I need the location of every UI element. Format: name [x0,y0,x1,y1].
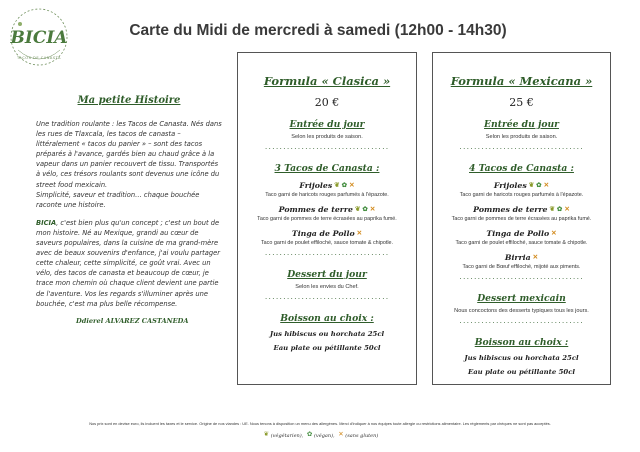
logo-wordmark: BICIA [10,28,68,48]
divider: ·································· [264,294,390,303]
gluten-free-icon: ✕ [338,430,344,438]
gluten-free-icon: ✕ [564,205,570,213]
entree-note: Selon les produits de saison. [291,134,363,140]
entree-note: Selon les produits de saison. [485,134,558,140]
gluten-free-icon: ✕ [532,253,539,261]
drink-item: Eau plate ou pétillante 50cl [467,368,576,376]
dish-description: Taco garni de haricots rouges parfumés à l'épazote. [459,192,584,198]
entree-title: Entrée du jour [484,119,559,130]
vegan-icon: ✿ [306,430,313,438]
formula-title: Formula « Mexicana » [450,74,593,88]
vegetarian-icon: ❦ [263,430,270,438]
dish-description: Taco garni de Bœuf effiloché, mijoté aux piments. [462,264,581,270]
dish-description: Taco garni de poulet effiloché, sauce tomate & chipotle. [260,240,394,246]
divider: ·································· [459,318,584,327]
vegan-icon: ✿ [362,205,368,213]
dish-name: Frijoles ❦ ✿ ✕ [493,181,550,190]
dish-description: Taco garni de pommes de terre écrasées au paprika fumé. [257,216,397,222]
vegan-icon: ✿ [536,181,542,189]
formula-price: 25 € [509,96,534,109]
legend-vegan: (végan), [313,433,335,439]
dish-name: Birria ✕ [504,253,539,262]
divider: ·································· [264,144,390,153]
formula-price: 20 € [314,96,340,109]
divider: ·································· [459,144,584,153]
story-signature: Ddierel ALVAREZ CASTANEDA [76,316,189,325]
legend-vegetarian: (végétarien), [270,433,304,439]
drink-item: Eau plate ou pétillante 50cl [273,344,381,352]
icon-legend [0,430,640,439]
footer-note: Nos prix sont en devise euro, ils incluent les taxes et le service. Origine de nos viandes : UE. Nous tenons à disposition un menu des allergènes. Merci d'indiquer à nos équipes toute allergie ou restrictions alimentaire. Les règlements par chèques ne sont pas acceptés. [89,421,551,426]
entree-title: Entrée du jour [289,119,365,130]
vegetarian-icon: ❦ [549,205,555,213]
drinks-title: Boisson au choix : [280,313,374,324]
menu-clasica [237,52,417,385]
vegetarian-icon: ❦ [528,181,535,189]
story-title: Ma petite Histoire [77,95,181,106]
dessert-note: Nous concoctons des desserts typiques tous les jours. [454,308,589,314]
legend-gluten-free: (sans gluten) [345,433,379,439]
gluten-free-icon: ✕ [349,181,355,189]
dish-name: Tinga de Pollo ✕ [486,229,557,238]
dish-name: Frijoles ❦ ✿ ✕ [299,181,355,190]
gluten-free-icon: ✕ [543,181,550,189]
page-title: Carte du Midi de mercredi à samedi (12h00 - 14h30) [129,22,507,39]
bicia-logo [6,6,72,68]
dessert-title: Dessert du jour [287,269,367,280]
gluten-free-icon: ✕ [551,229,557,237]
gluten-free-icon: ✕ [356,229,363,237]
logo-ring-text: TACOS DE CANASTA [16,56,62,60]
menu-mexicana [432,52,611,385]
drink-item: Jus hibiscus ou horchata 25cl [269,330,385,338]
tacos-title: 3 Tacos de Canasta : [274,163,380,174]
drinks-title: Boisson au choix : [474,337,569,348]
dish-description: Taco garni de poulet effiloché, sauce tomate & chipotle. [455,240,588,246]
vegan-icon: ✿ [556,205,563,213]
vegan-icon: ✿ [341,181,348,189]
dish-name: Pommes de terre ❦ ✿ ✕ [278,205,376,214]
dish-description: Taco garni de pommes de terre écrasées au paprika fumé. [451,216,592,222]
dessert-title: Dessert mexicain [477,293,566,304]
divider: ·································· [264,250,390,259]
drink-item: Jus hibiscus ou horchata 25cl [464,354,579,362]
story-section [36,95,222,325]
vegetarian-icon: ❦ [354,205,361,213]
dish-description: Taco garni de haricots rouges parfumés à l'épazote. [265,192,389,198]
gluten-free-icon: ✕ [369,205,376,213]
story-paragraph-2: BICIA, c'est bien plus qu'un concept ; c'est un bout de mon histoire. Né au Mexique, grandi au cœur de saveurs populaires, dans la cuisine de ma grand-mère avec de beaux souvenirs d'enfance, j'ai voulu partager cette chaleur, cette simplicité, ce goût vrai. Avec un vélo, des tacos de canasta et beaucoup de cœur, je trace mon chemin où chaque client devient une partie de l'aventure. Vos les regards s'illuminer après une bouchée, c'est ma plus belle récompense. [36,218,220,308]
story-paragraph-1: Une tradition roulante : les Tacos de Canasta. Nés dans les rues de Tlaxcala, les tacos de canasta – littéralement « tacos du panier » – sont des tacos préparés à l'avance, gardés bien au chaud grâce à la vapeur dans un panier recouvert de tissu. Transportés à vélo, ces trésors roulants sont devenus une icône du street food mexicain. Simplicité, saveur et tradition… chaque bouchée raconte une histoire. [36,120,222,209]
dish-name: Tinga de Pollo ✕ [291,229,363,238]
dessert-note: Selon les envies du Chef. [295,284,359,290]
dish-name: Pommes de terre ❦ ✿ ✕ [473,205,570,214]
formula-title: Formula « Clasica » [263,74,391,88]
brand-name: BICIA [36,218,57,227]
vegetarian-icon: ❦ [334,181,340,189]
divider: ·································· [459,274,584,283]
tacos-title: 4 Tacos de Canasta : [469,163,574,174]
